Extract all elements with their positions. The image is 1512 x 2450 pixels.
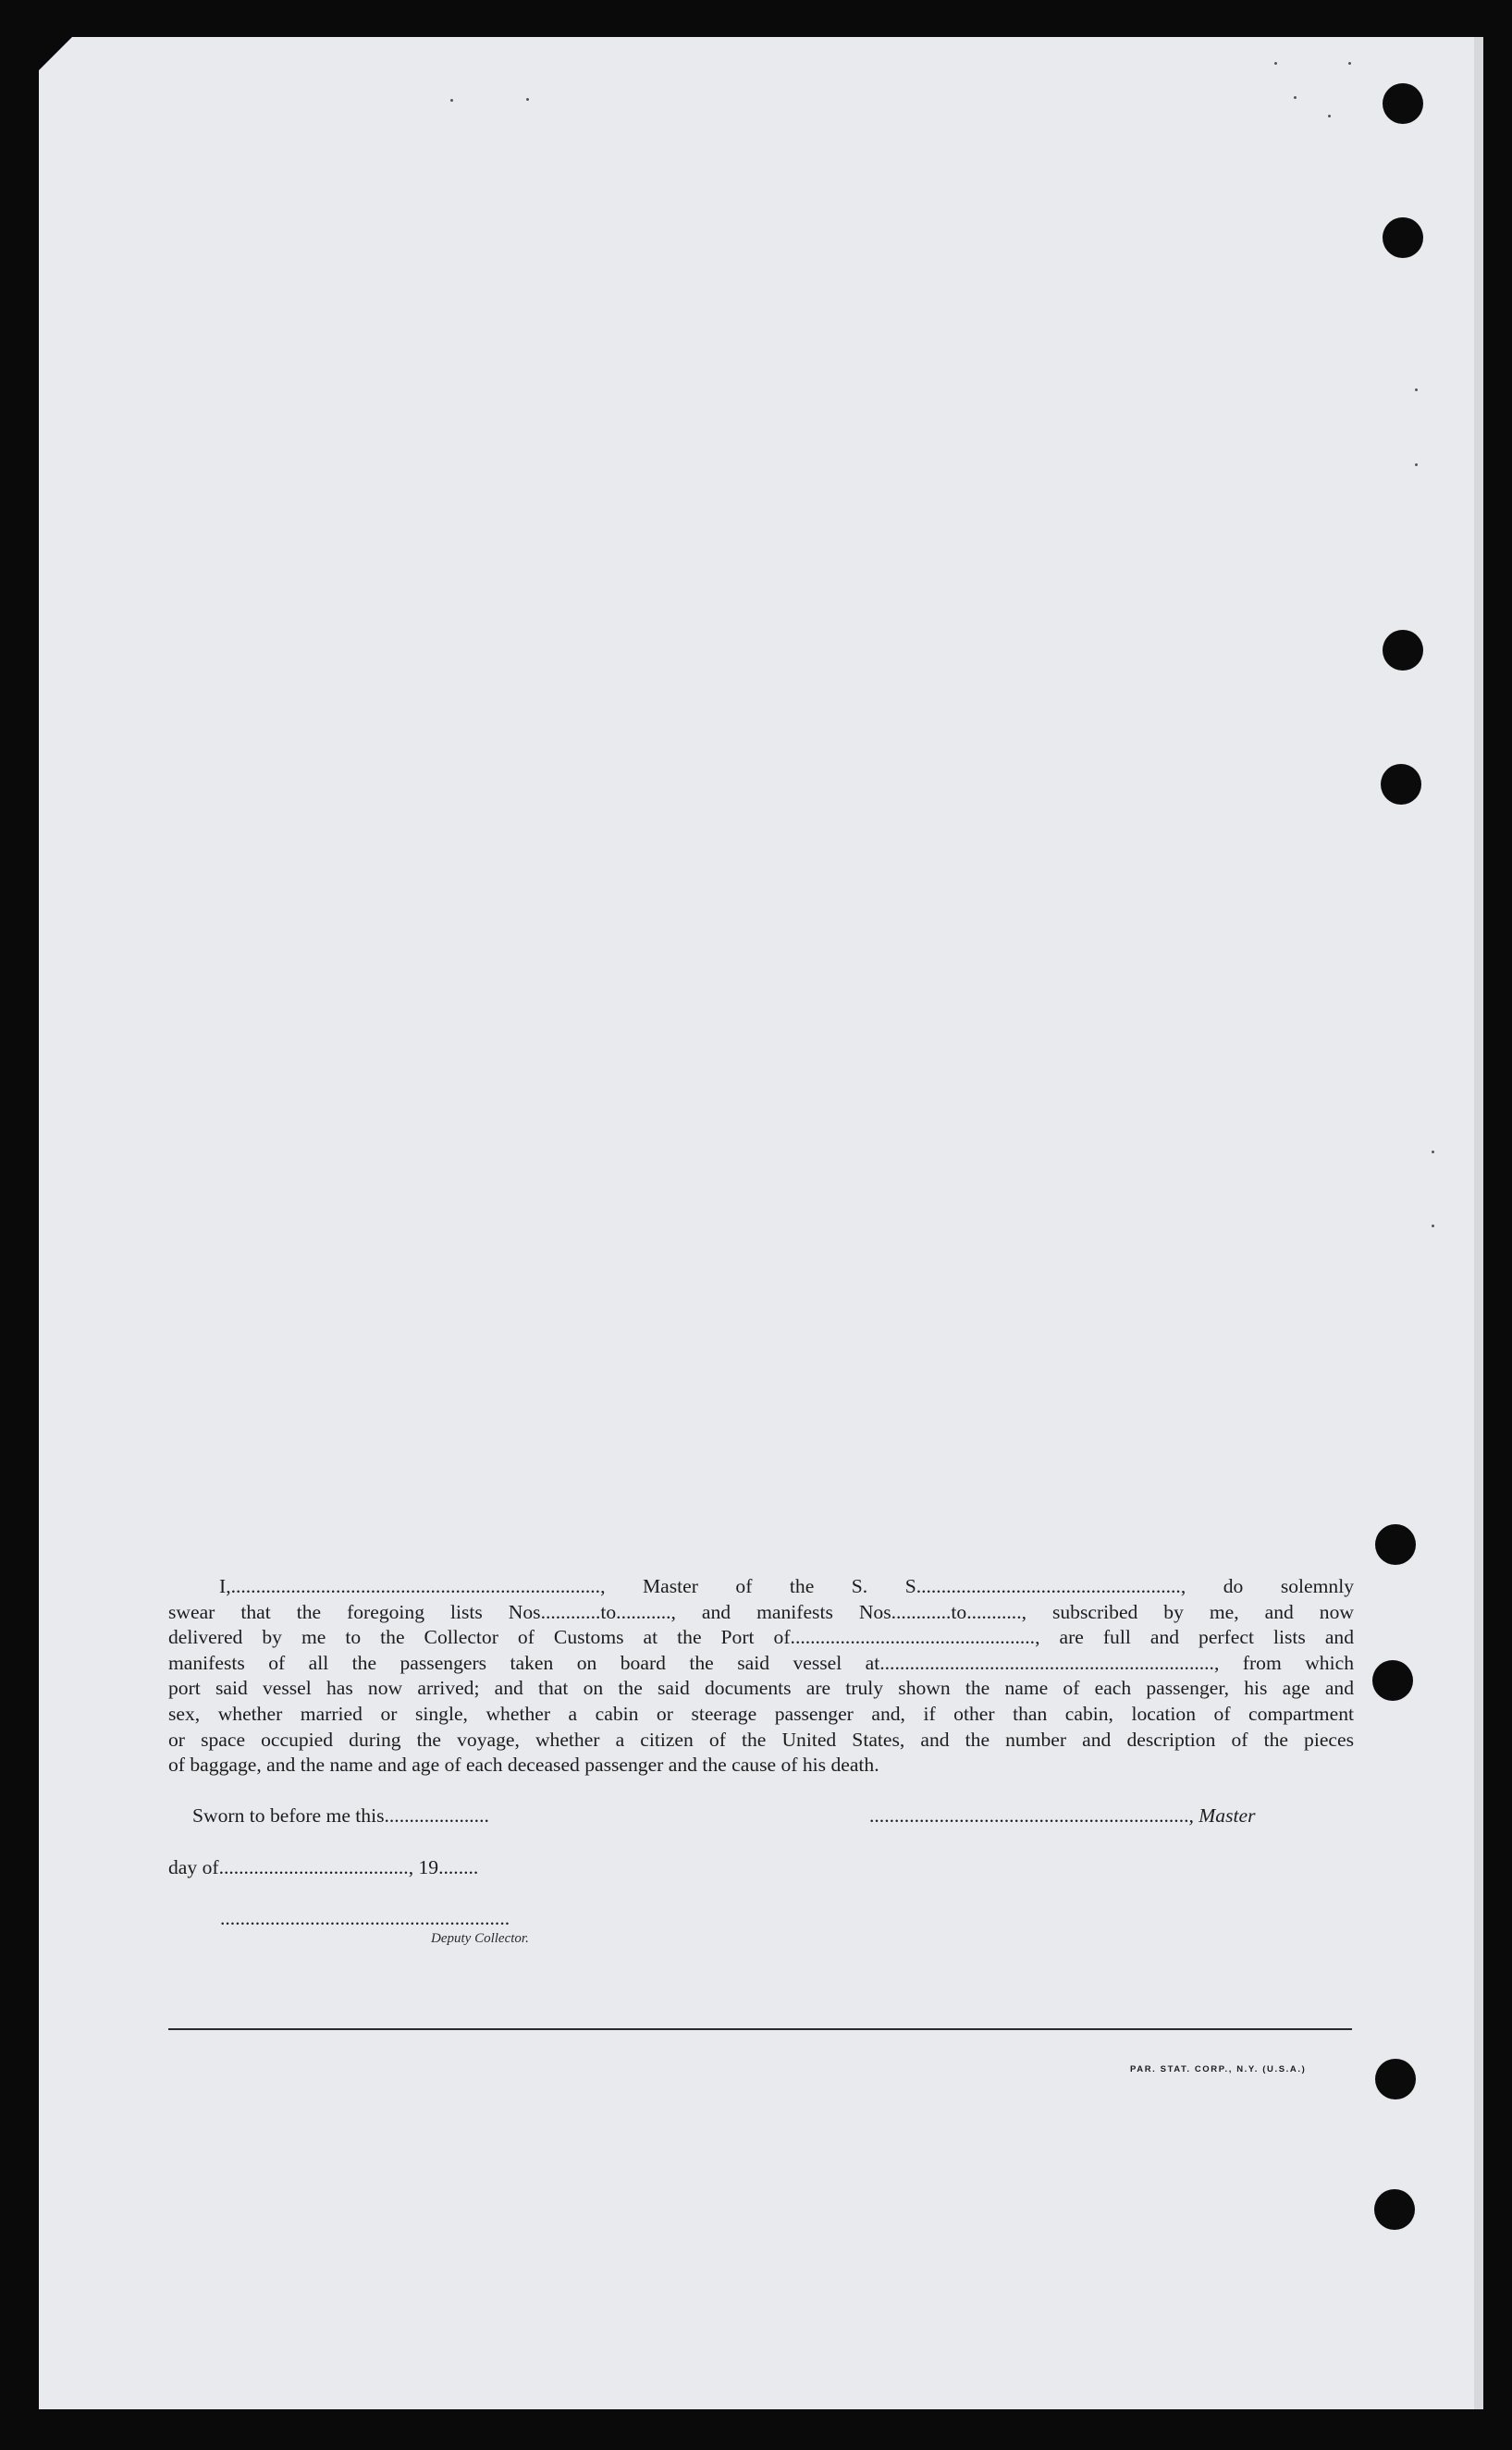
punch-hole bbox=[1383, 83, 1423, 124]
oath-line: or space occupied during the voyage, whether a citizen of the United States, and the number and description of the pieces bbox=[168, 1728, 1354, 1751]
master-signature-line bbox=[869, 1804, 1255, 1828]
oath-paragraph bbox=[168, 1574, 1354, 1779]
punch-hole bbox=[1375, 2059, 1416, 2099]
oath-line: sex, whether married or single, whether a cabin or steerage passenger and, if other than cabin, location of compartment bbox=[168, 1702, 1354, 1725]
paper-speck bbox=[1432, 1151, 1434, 1153]
horizontal-rule bbox=[168, 2028, 1352, 2030]
day-line: day of......................................, 19........ bbox=[168, 1856, 479, 1878]
paper-speck bbox=[450, 99, 453, 102]
paper-speck bbox=[1348, 62, 1351, 65]
oath-line: I,.........................................................................., Master of the S. S....................................................., do solemnly bbox=[219, 1575, 1354, 1597]
paper-speck bbox=[526, 98, 529, 101]
oath-line: port said vessel has now arrived; and that on the said documents are truly shown the name of each passenger, his age and bbox=[168, 1677, 1354, 1700]
punch-hole bbox=[1374, 2189, 1415, 2230]
punch-hole bbox=[1372, 1660, 1413, 1701]
oath-line: swear that the foregoing lists Nos............to..........., and manifests Nos............to..........., subscribed by me, and now bbox=[168, 1600, 1354, 1623]
oath-line: of baggage, and the name and age of each deceased passenger and the cause of his death. bbox=[168, 1754, 879, 1777]
page-edge bbox=[1474, 37, 1483, 2409]
paper-speck bbox=[1432, 1225, 1434, 1227]
master-label: , Master bbox=[1188, 1804, 1256, 1827]
paper-speck bbox=[1294, 96, 1297, 99]
document-page bbox=[39, 37, 1474, 2409]
punch-hole bbox=[1381, 764, 1421, 805]
paper-speck bbox=[1415, 463, 1418, 466]
sworn-line: Sworn to before me this..................... bbox=[192, 1804, 489, 1827]
master-signature-dots: ................................................................ bbox=[869, 1804, 1189, 1827]
deputy-collector-label: Deputy Collector. bbox=[431, 1931, 529, 1946]
oath-line: manifests of all the passengers taken on board the said vessel at..................................................................., from which bbox=[168, 1651, 1354, 1674]
paper-speck bbox=[1274, 62, 1277, 65]
punch-hole bbox=[1383, 630, 1423, 671]
paper-speck bbox=[1415, 388, 1418, 391]
oath-line: delivered by me to the Collector of Customs at the Port of................................................., are full and perfect lists and bbox=[168, 1626, 1354, 1649]
punch-hole bbox=[1383, 217, 1423, 258]
paper-speck bbox=[1328, 115, 1331, 117]
printer-imprint: PAR. STAT. CORP., N.Y. (U.S.A.) bbox=[1130, 2064, 1307, 2074]
deputy-signature-line: .......................................................... bbox=[220, 1907, 510, 1929]
punch-hole bbox=[1375, 1524, 1416, 1565]
